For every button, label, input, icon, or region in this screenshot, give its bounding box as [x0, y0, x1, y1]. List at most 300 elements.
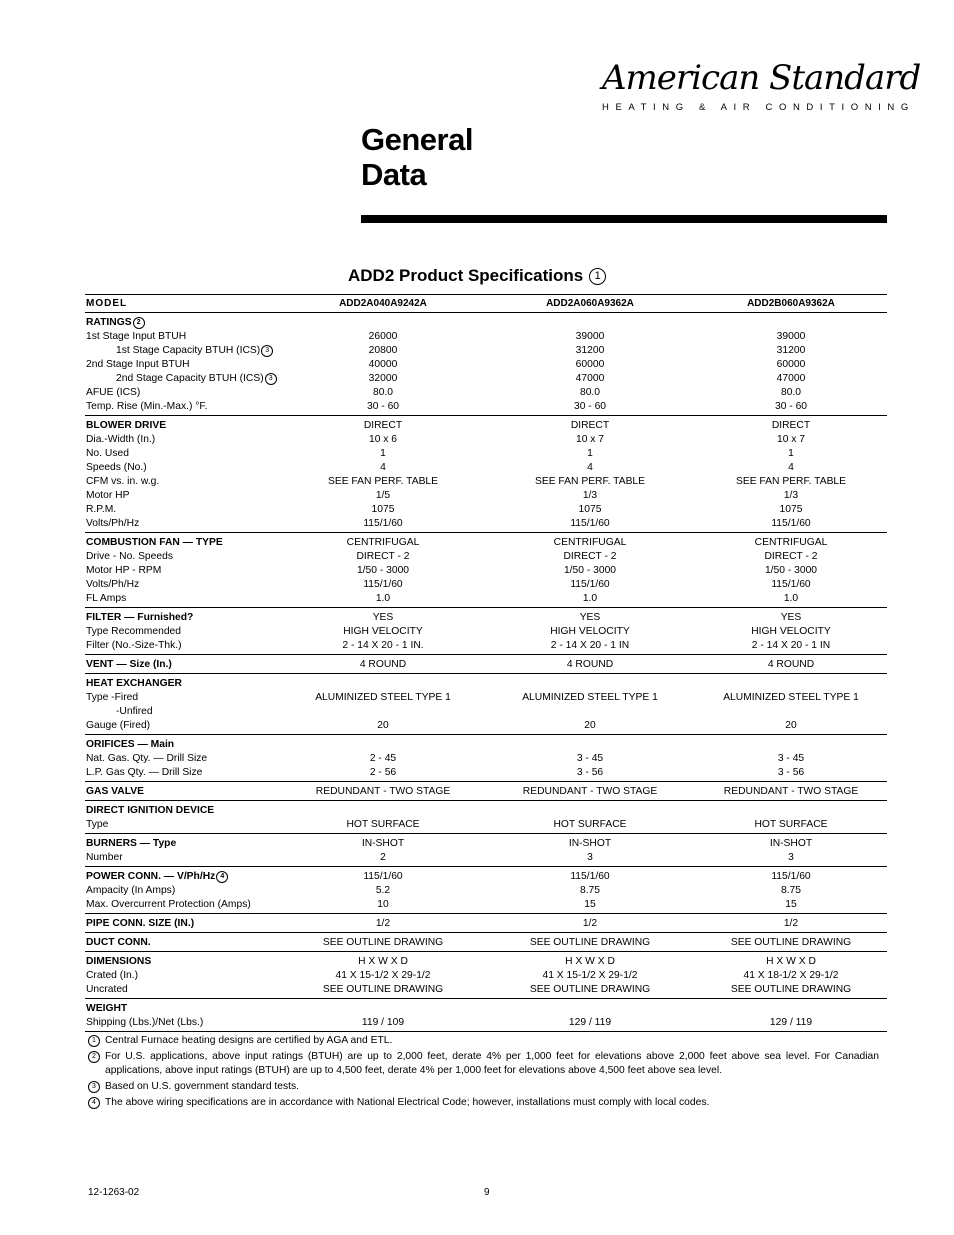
table-row — [85, 818, 887, 832]
row-label-text: Motor HP - RPM — [86, 565, 162, 576]
row-label — [86, 419, 166, 433]
row-label-text: VENT — Size (In.) — [86, 659, 172, 670]
brand-name: American Standard — [602, 58, 921, 98]
table-cell: 80.0 — [372, 387, 394, 398]
table-cell: 20 — [584, 720, 596, 731]
table-row — [85, 330, 887, 344]
table-cell: YES — [372, 612, 394, 623]
table-cell: 4 ROUND — [359, 659, 407, 670]
table-cell: 30 - 60 — [573, 401, 607, 412]
row-label — [86, 503, 116, 517]
table-cell: 41 X 18-1/2 X 29-1/2 — [743, 970, 839, 981]
table-cell: 3 - 45 — [576, 753, 604, 764]
row-label — [86, 386, 140, 400]
table-cell: 20 — [377, 720, 389, 731]
table-cell: 1 — [587, 448, 593, 459]
row-label-text: RATINGS — [86, 317, 132, 328]
table-cell: 3 - 56 — [777, 767, 805, 778]
table-cell: 115/1/60 — [771, 871, 811, 882]
row-label-text: DIRECT IGNITION DEVICE — [86, 805, 215, 816]
row-label-text: -Unfired — [116, 706, 153, 717]
table-cell: REDUNDANT - TWO STAGE — [723, 786, 859, 797]
table-cell: HIGH VELOCITY — [550, 626, 630, 637]
table-cell: 115/1/60 — [771, 579, 811, 590]
table-cell: SEE FAN PERF. TABLE — [327, 476, 439, 487]
row-label-text: Gauge (Fired) — [86, 720, 151, 731]
spec-section — [85, 416, 887, 533]
model-column-2: ADD2A060A9362A — [546, 298, 634, 309]
table-row — [85, 489, 887, 503]
row-label-text: DUCT CONN. — [86, 937, 151, 948]
table-cell: H X W X D — [766, 956, 816, 967]
spec-table — [85, 294, 887, 1032]
row-label — [86, 955, 151, 969]
table-cell: DIRECT — [771, 420, 811, 431]
row-label-text: CFM vs. in. w.g. — [86, 476, 160, 487]
table-cell: 1075 — [779, 504, 803, 515]
table-cell: 32000 — [368, 373, 398, 384]
page-title — [361, 122, 473, 192]
table-cell: 1075 — [371, 504, 395, 515]
footnotes — [85, 1034, 879, 1112]
table-cell: IN-SHOT — [769, 838, 813, 849]
table-cell: SEE FAN PERF. TABLE — [735, 476, 847, 487]
table-cell: 1.0 — [582, 593, 598, 604]
table-cell: 39000 — [575, 331, 605, 342]
table-cell: 8.75 — [579, 885, 601, 896]
row-label — [116, 372, 277, 386]
table-cell: 4 — [788, 462, 794, 473]
row-label-text: 1st Stage Input BTUH — [86, 331, 187, 342]
table-cell: DIRECT - 2 — [563, 551, 617, 562]
table-row — [85, 447, 887, 461]
table-cell: 8.75 — [780, 885, 802, 896]
table-cell: DIRECT — [570, 420, 610, 431]
footnote — [85, 1096, 879, 1110]
table-cell: SEE OUTLINE DRAWING — [322, 937, 444, 948]
table-cell: 5.2 — [375, 885, 391, 896]
table-cell: 115/1/60 — [771, 518, 811, 529]
row-label-text: BURNERS — Type — [86, 838, 177, 849]
row-label — [116, 344, 273, 358]
row-label — [86, 969, 138, 983]
spec-title-footnote-marker: 1 — [589, 268, 606, 285]
table-cell: 1/3 — [783, 490, 799, 501]
spec-section — [85, 533, 887, 608]
row-label-text: 2nd Stage Capacity BTUH (ICS) — [116, 373, 264, 384]
table-cell: SEE OUTLINE DRAWING — [529, 937, 651, 948]
table-row — [85, 752, 887, 766]
table-cell: 41 X 15-1/2 X 29-1/2 — [542, 970, 638, 981]
table-cell: 1/2 — [582, 918, 598, 929]
table-cell: 31200 — [575, 345, 605, 356]
table-cell: DIRECT - 2 — [764, 551, 818, 562]
table-cell: 1 — [788, 448, 794, 459]
table-cell: IN-SHOT — [568, 838, 612, 849]
table-cell: CENTRIFUGAL — [553, 537, 627, 548]
table-cell: 47000 — [575, 373, 605, 384]
spec-section — [85, 952, 887, 999]
table-row — [85, 475, 887, 489]
brand-logo — [602, 58, 921, 113]
table-cell: 2 - 56 — [369, 767, 397, 778]
spec-section — [85, 674, 887, 735]
table-cell: 1/50 - 3000 — [563, 565, 617, 576]
table-cell: 1/2 — [783, 918, 799, 929]
table-row — [85, 316, 887, 330]
row-label — [86, 536, 223, 550]
spec-table-header — [85, 294, 887, 313]
table-row — [85, 766, 887, 780]
footnote-marker: 2 — [133, 317, 145, 329]
table-cell: ALUMINIZED STEEL TYPE 1 — [723, 692, 859, 703]
table-cell: 4 — [380, 462, 386, 473]
table-cell: 1 — [380, 448, 386, 459]
row-label — [86, 677, 182, 691]
table-cell: 3 - 45 — [777, 753, 805, 764]
table-row — [85, 738, 887, 752]
table-row — [85, 705, 887, 719]
table-cell: HIGH VELOCITY — [751, 626, 831, 637]
row-label-text: Max. Overcurrent Protection (Amps) — [86, 899, 251, 910]
row-label — [86, 517, 139, 531]
table-row — [85, 386, 887, 400]
row-label-text: Ampacity (In Amps) — [86, 885, 176, 896]
table-cell: 10 — [377, 899, 389, 910]
page-title-line-1: General — [361, 122, 473, 157]
row-label — [86, 358, 190, 372]
table-cell: H X W X D — [565, 956, 615, 967]
row-label-text: Nat. Gas. Qty. — Drill Size — [86, 753, 208, 764]
row-label — [86, 625, 181, 639]
footnote-number: 3 — [88, 1081, 100, 1093]
table-row — [85, 372, 887, 386]
table-row — [85, 433, 887, 447]
footnote — [85, 1050, 879, 1078]
row-label-text: Type -Fired — [86, 692, 139, 703]
table-cell: REDUNDANT - TWO STAGE — [522, 786, 658, 797]
footnote-text: The above wiring specifications are in accordance with National Electrical Code; however, installations must comply with local codes. — [105, 1097, 710, 1108]
spec-section — [85, 834, 887, 867]
row-label-text: ORIFICES — Main — [86, 739, 175, 750]
table-row — [85, 550, 887, 564]
row-label-text: HEAT EXCHANGER — [86, 678, 182, 689]
row-label — [86, 837, 176, 851]
table-cell: 115/1/60 — [570, 518, 610, 529]
table-cell: 60000 — [776, 359, 806, 370]
table-cell: SEE OUTLINE DRAWING — [529, 984, 651, 995]
table-row — [85, 639, 887, 653]
table-row — [85, 837, 887, 851]
row-label-text: BLOWER DRIVE — [86, 420, 167, 431]
table-cell: 1.0 — [783, 593, 799, 604]
footnote-text: Based on U.S. government standard tests. — [105, 1081, 300, 1092]
table-cell: 30 - 60 — [366, 401, 400, 412]
spec-section — [85, 933, 887, 952]
row-label — [86, 639, 182, 653]
table-cell: CENTRIFUGAL — [754, 537, 828, 548]
row-label — [86, 983, 128, 997]
table-cell: 3 — [788, 852, 794, 863]
table-cell: 80.0 — [579, 387, 601, 398]
table-row — [85, 955, 887, 969]
row-label-text: PIPE CONN. SIZE (IN.) — [86, 918, 195, 929]
table-cell: 2 - 14 X 20 - 1 IN — [751, 640, 831, 651]
footnote-marker: 4 — [216, 871, 228, 883]
table-row — [85, 677, 887, 691]
footnote-marker: 3 — [261, 345, 273, 357]
row-label — [86, 785, 144, 799]
table-cell: HOT SURFACE — [754, 819, 828, 830]
table-cell: 115/1/60 — [570, 871, 610, 882]
row-label-text: Number — [86, 852, 123, 863]
row-label-text: FILTER — Furnished? — [86, 612, 194, 623]
spec-table-body — [85, 313, 887, 1032]
footnote — [85, 1034, 879, 1048]
brand-tagline: HEATING & AIR CONDITIONING — [602, 102, 915, 113]
table-cell: H X W X D — [358, 956, 408, 967]
table-cell: 10 x 7 — [776, 434, 806, 445]
row-label — [86, 330, 186, 344]
row-label — [86, 550, 173, 564]
row-label — [86, 851, 123, 865]
table-cell: HOT SURFACE — [346, 819, 420, 830]
row-label-text: DIMENSIONS — [86, 956, 152, 967]
table-cell: SEE OUTLINE DRAWING — [730, 984, 852, 995]
row-label-text: L.P. Gas Qty. — Drill Size — [86, 767, 203, 778]
table-cell: 10 x 7 — [575, 434, 605, 445]
row-label — [86, 804, 214, 818]
page-title-line-2: Data — [361, 157, 427, 192]
table-row — [85, 691, 887, 705]
table-row — [85, 1016, 887, 1030]
table-cell: 2 - 45 — [369, 753, 397, 764]
row-label — [86, 1002, 127, 1016]
row-label-text: POWER CONN. — V/Ph/Hz — [86, 871, 216, 882]
model-header-label: MODEL — [86, 298, 128, 309]
table-cell: 10 x 6 — [368, 434, 398, 445]
table-cell: 119 / 109 — [361, 1017, 405, 1028]
table-cell: 47000 — [776, 373, 806, 384]
table-row — [85, 983, 887, 997]
table-cell: YES — [579, 612, 601, 623]
table-cell: 1.0 — [375, 593, 391, 604]
row-label — [86, 1016, 203, 1030]
table-cell: SEE FAN PERF. TABLE — [534, 476, 646, 487]
footnote — [85, 1080, 879, 1094]
table-row — [85, 564, 887, 578]
row-label-text: Drive - No. Speeds — [86, 551, 173, 562]
row-label — [86, 870, 228, 884]
table-cell: 1/3 — [582, 490, 598, 501]
table-cell: ALUMINIZED STEEL TYPE 1 — [522, 692, 658, 703]
table-cell: 31200 — [776, 345, 806, 356]
row-label-text: Uncrated — [86, 984, 128, 995]
footnote-marker: 3 — [265, 373, 277, 385]
table-row — [85, 804, 887, 818]
row-label — [86, 898, 251, 912]
row-label — [86, 818, 108, 832]
table-cell: 129 / 119 — [769, 1017, 813, 1028]
table-cell: SEE OUTLINE DRAWING — [730, 937, 852, 948]
table-row — [85, 785, 887, 799]
table-cell: 40000 — [368, 359, 398, 370]
row-label-text: Type Recommended — [86, 626, 182, 637]
table-cell: YES — [780, 612, 802, 623]
table-cell: 115/1/60 — [363, 579, 403, 590]
spec-section — [85, 999, 887, 1032]
table-cell: 4 ROUND — [767, 659, 815, 670]
row-label — [86, 936, 151, 950]
row-label — [86, 475, 159, 489]
table-row — [85, 898, 887, 912]
table-cell: REDUNDANT - TWO STAGE — [315, 786, 451, 797]
row-label-text: Filter (No.-Size-Thk.) — [86, 640, 182, 651]
table-cell: 15 — [584, 899, 596, 910]
row-label — [86, 766, 202, 780]
table-row — [85, 344, 887, 358]
table-cell: 2 — [380, 852, 386, 863]
row-label-text: R.P.M. — [86, 504, 117, 515]
table-cell: HOT SURFACE — [553, 819, 627, 830]
table-cell: 1/2 — [375, 918, 391, 929]
table-row — [85, 719, 887, 733]
table-row — [85, 936, 887, 950]
table-cell: 115/1/60 — [363, 871, 403, 882]
table-row — [85, 419, 887, 433]
row-label-text: 2nd Stage Input BTUH — [86, 359, 190, 370]
document-number: 12-1263-02 — [88, 1187, 140, 1198]
spec-section — [85, 655, 887, 674]
table-row — [85, 851, 887, 865]
table-cell: DIRECT — [363, 420, 403, 431]
table-cell: 39000 — [776, 331, 806, 342]
row-label — [116, 705, 153, 719]
table-cell: 2 - 14 X 20 - 1 IN — [550, 640, 630, 651]
table-row — [85, 870, 887, 884]
footnote-number: 2 — [88, 1051, 100, 1063]
table-cell: IN-SHOT — [361, 838, 405, 849]
row-label — [86, 400, 207, 414]
table-row — [85, 536, 887, 550]
spec-section — [85, 313, 887, 416]
table-cell: 3 — [587, 852, 593, 863]
row-label-text: WEIGHT — [86, 1003, 128, 1014]
spec-section — [85, 735, 887, 782]
page-number: 9 — [484, 1187, 490, 1198]
table-row — [85, 461, 887, 475]
footnote-number: 1 — [88, 1035, 100, 1047]
spec-section — [85, 608, 887, 655]
table-cell: ALUMINIZED STEEL TYPE 1 — [315, 692, 451, 703]
spec-section — [85, 782, 887, 801]
table-row — [85, 625, 887, 639]
table-row — [85, 578, 887, 592]
table-row — [85, 917, 887, 931]
table-cell: 3 - 56 — [576, 767, 604, 778]
row-label — [86, 592, 126, 606]
table-row — [85, 1002, 887, 1016]
row-label-text: Motor HP — [86, 490, 130, 501]
title-divider — [361, 215, 887, 223]
row-label-text: FL Amps — [86, 593, 127, 604]
table-cell: 4 ROUND — [566, 659, 614, 670]
row-label-text: 1st Stage Capacity BTUH (ICS) — [116, 345, 261, 356]
row-label — [86, 316, 145, 330]
row-label — [86, 752, 207, 766]
table-cell: 15 — [785, 899, 797, 910]
model-column-3: ADD2B060A9362A — [747, 298, 835, 309]
table-cell: 1/50 - 3000 — [356, 565, 410, 576]
table-cell: 30 - 60 — [774, 401, 808, 412]
row-label — [86, 884, 175, 898]
spec-section — [85, 867, 887, 914]
row-label-text: Volts/Ph/Hz — [86, 518, 140, 529]
table-cell: 115/1/60 — [363, 518, 403, 529]
row-label-text: No. Used — [86, 448, 129, 459]
row-label-text: Crated (In.) — [86, 970, 139, 981]
spec-table-title-text: ADD2 Product Specifications — [348, 266, 584, 285]
footnote-number: 4 — [88, 1097, 100, 1109]
row-label — [86, 738, 174, 752]
row-label-text: Volts/Ph/Hz — [86, 579, 140, 590]
table-cell: 1/50 - 3000 — [764, 565, 818, 576]
row-label-text: Shipping (Lbs.)/Net (Lbs.) — [86, 1017, 204, 1028]
table-row — [85, 592, 887, 606]
table-row — [85, 517, 887, 531]
table-row — [85, 358, 887, 372]
table-cell: DIRECT - 2 — [356, 551, 410, 562]
table-cell: 2 - 14 X 20 - 1 IN. — [342, 640, 424, 651]
table-row — [85, 969, 887, 983]
row-label-text: AFUE (ICS) — [86, 387, 141, 398]
row-label — [86, 489, 130, 503]
row-label-text: Speeds (No.) — [86, 462, 147, 473]
table-cell: 1/5 — [375, 490, 391, 501]
row-label-text: Type — [86, 819, 109, 830]
row-label-text: GAS VALVE — [86, 786, 144, 797]
row-label-text: Dia.-Width (In.) — [86, 434, 156, 445]
row-label — [86, 917, 194, 931]
table-cell: 20 — [785, 720, 797, 731]
row-label — [86, 719, 150, 733]
table-cell: 20800 — [368, 345, 398, 356]
table-cell: 41 X 15-1/2 X 29-1/2 — [335, 970, 431, 981]
spec-section — [85, 914, 887, 933]
spec-table-title — [348, 266, 606, 286]
table-row — [85, 884, 887, 898]
table-cell: 115/1/60 — [570, 579, 610, 590]
table-cell: 129 / 119 — [568, 1017, 612, 1028]
row-label — [86, 611, 193, 625]
table-cell: 80.0 — [780, 387, 802, 398]
row-label — [86, 447, 129, 461]
row-label — [86, 564, 161, 578]
row-label — [86, 578, 139, 592]
table-cell: 26000 — [368, 331, 398, 342]
table-cell: 60000 — [575, 359, 605, 370]
table-row — [85, 658, 887, 672]
row-label — [86, 461, 147, 475]
table-row — [85, 400, 887, 414]
table-cell: SEE OUTLINE DRAWING — [322, 984, 444, 995]
model-column-1: ADD2A040A9242A — [339, 298, 427, 309]
table-row — [85, 611, 887, 625]
row-label — [86, 691, 138, 705]
table-row — [85, 503, 887, 517]
table-cell: 1075 — [578, 504, 602, 515]
footnote-text: Central Furnace heating designs are certified by AGA and ETL. — [105, 1035, 393, 1046]
